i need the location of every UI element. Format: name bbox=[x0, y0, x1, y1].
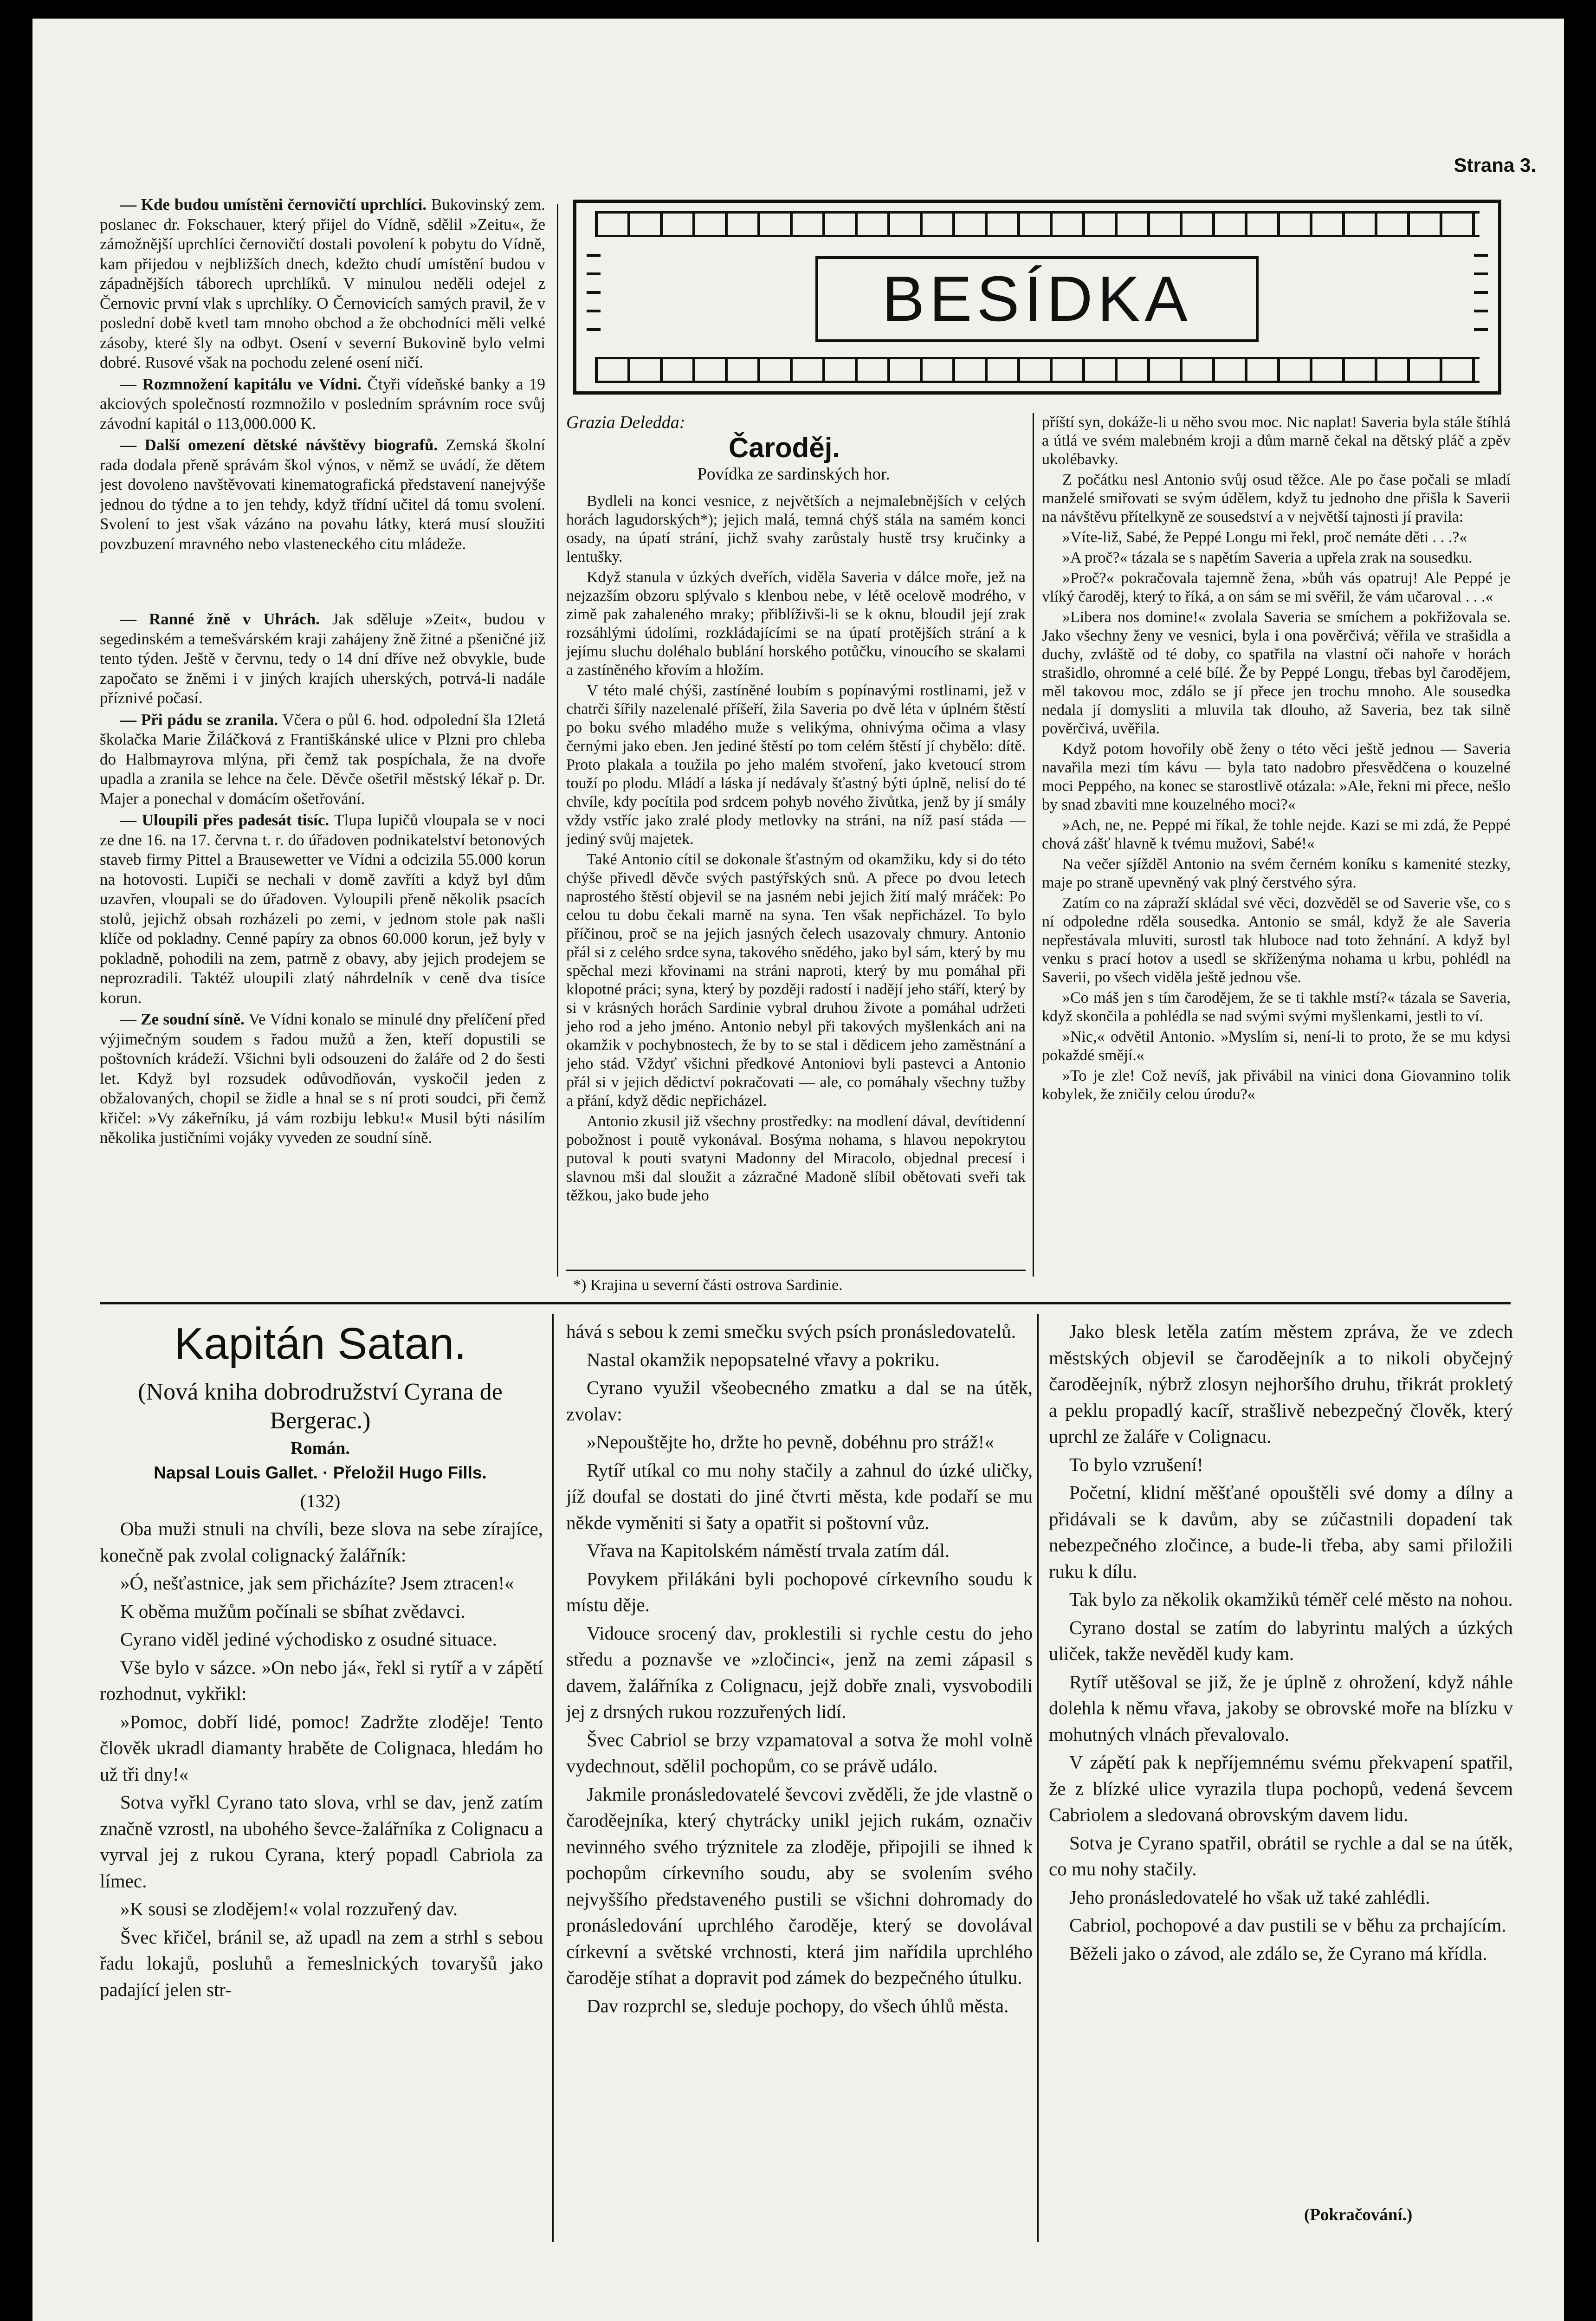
story-column-2 bbox=[1042, 413, 1511, 1290]
serial-kind: Román. bbox=[291, 1439, 350, 1458]
ornament-side-right bbox=[1474, 254, 1488, 340]
story-paragraph: Když stanula v úzkých dveřích, viděla Saveria v dálce moře, jež na nejzazším obzoru splývalo s klenbou nebe, v létě ocelově modrého, v zimě pak zahaleného mraky; přiblíživši-li se k oknu, bloudil její zrak rozsáhlými údolími, rozkládajícími se na úpatí protějších strání a k jejímu sluchu doléhalo bublání horského potůčku, vinoucího se skalami a zastíněného křovím a hložím. bbox=[566, 569, 1026, 679]
column-rule bbox=[557, 204, 558, 1277]
serial-paragraph: To bylo vzrušení! bbox=[1069, 1453, 1203, 1475]
serial-paragraph: V zápětí pak k nepříjemnému svému překvapení spatřil, že z blízké ulice vyrazila tlupa pochopů, vedená ševcem Cabriolem a sledovaná obrovským davem lidu. bbox=[1049, 1751, 1513, 1825]
story-paragraph: »To je zle! Což nevíš, jak přivábil na vinici dona Giovannino tolik kobylek, že zničily celou úrodu?« bbox=[1042, 1067, 1511, 1103]
story-paragraph: Bydleli na konci vesnice, z největších a nejmalebnějších v celých horách lagudorských*); jejich malá, temná chýš stála na samém konci osady, na úpatí strání, jichž svahy zarůstaly hustě trsy kručinky a lentušky. bbox=[566, 493, 1026, 565]
continued-note: (Pokračování.) bbox=[1304, 2205, 1413, 2224]
serial-column-2 bbox=[566, 1318, 1033, 2240]
serial-paragraph: Vše bylo v sázce. »On nebo já«, řekl si rytíř a v zápětí rozhodnut, vykřikl: bbox=[100, 1656, 543, 1704]
column-rule bbox=[1037, 1314, 1039, 2242]
story-paragraph: »A proč?« tázala se s napětím Saveria a upřela zrak na sousedku. bbox=[1062, 549, 1473, 566]
serial-paragraph: Povykem přilákáni byli pochopové církevního soudu k místu děje. bbox=[566, 1568, 1033, 1615]
story-paragraph: »Víte-liž, Sabé, že Peppé Longu mi řekl, proč nemáte děti . . .?« bbox=[1062, 529, 1467, 546]
story-paragraph: Antonio zkusil již všechny prostředky: na modlení dával, devítidenní pobožnost i poutě vykonával. Bosýma nohama, s hlavou nepokrytou putoval k pouti svatyni Madonny del Miracolo, objednal precesí i slavnou mši dal sloužit a zázračné Madoně slíbil obětovati sveři tak těžkou, jako bude jeho bbox=[566, 1113, 1026, 1204]
ornament-side-left bbox=[587, 254, 601, 340]
newspaper-page bbox=[32, 19, 1564, 2321]
news-item-4: — Ranné žně v Uhrách. Jak sděluje »Zeit«, budou v segedinském a temešvárském kraji zahájeny žně žitné a pšeničné již tento týden. Ještě v červnu, tedy o 14 dní dříve než obvykle, bude započato se žněmi i v jiných krajích uherských, potrvá-li nadále příznivé počasí. bbox=[100, 610, 545, 707]
news-item-1: — Kde budou umístěni černovičtí uprchlíci. Bukovinský zem. poslanec dr. Fokschauer, který přijel do Vídně, sdělil »Zeitu«, že zámožnější uprchlíci černovičtí dostali povolení k pobytu do Vídně, kam přijedou v nejbližších dnech, kdežto chudí umístění budou v západnějších táborech uprchlíků. V minulou neděli odejel z Černovic první vlak s uprchlíky. O Černovicích samých pravil, že v poslední době kvetl tam mnoho obchod a že obchodníci měli velké zásoby, které šly na odbyt. Osení v severní Bukovině bylo velmi dobré. Rusové však na pochodu zelené osení ničí. bbox=[100, 195, 545, 371]
news-item-7: — Ze soudní síně. Ve Vídni konalo se minulé dny přelíčení před výjimečným soudem s řadou mužů a žen, kteří dopustili se poštovních krádeží. Všichni byli odsouzeni do žaláře od 2 do šesti let. Když byl rozsudek odůvodňován, vyskočil jeden z obžalovaných, chopil se židle a hnal se s ní proti soudci, při čemž křičel: »Vy zákeřníku, já vám rozbiju lebku!« Musil býti násilím několika justičními vojáky vyveden ze soudní síně. bbox=[100, 1010, 545, 1147]
story-paragraph: »Ach, ne, ne. Peppé mi říkal, že tohle nejde. Kazi se mi zdá, že Peppé chová zášť hlavně k tvému mužovi, Sabé!« bbox=[1042, 817, 1511, 852]
story-paragraph: příští syn, dokáže-li u něho svou moc. Nic naplat! Saveria byla stále štíhlá a útlá ve svém malebném kroji a dům marně čekal na dětský pláč a zpěv ukolébavky. bbox=[1042, 414, 1511, 468]
story-paragraph: »Co máš jen s tím čarodějem, že se ti takhle mstí?« tázala se Saveria, když skončila a pohlédla se nad svými svými myšlenkami, jestli to ví. bbox=[1042, 989, 1511, 1025]
serial-paragraph: Cyrano viděl jediné východisko z osudné situace. bbox=[120, 1628, 497, 1650]
serial-paragraph: Dav rozprchl se, sleduje pochopy, do všech úhlů města. bbox=[587, 1995, 1009, 2016]
besidka-title-box bbox=[815, 256, 1259, 342]
serial-paragraph: Švec Cabriol se brzy vzpamatoval a sotva že mohl volně vydechnout, sdělil pochopům, co se právě událo. bbox=[566, 1729, 1033, 1776]
footnote-rule bbox=[566, 1270, 1026, 1271]
serial-paragraph: Sotva vyřkl Cyrano tato slova, vrhl se dav, jenž zatím značně vzrostl, na ubohého ševce-žalářníka z Colignacu a vyrval jej z rukou Cyrana, který popadl Cabriola za límec. bbox=[100, 1791, 543, 1892]
story-column-1 bbox=[566, 492, 1026, 1263]
news-item-6: — Uloupili přes padesát tisíc. Tlupa lupičů vloupala se v noci ze dne 16. na 17. června t. r. do úřadoven podnikatelství betonových staveb firmy Pittel a Brausewetter ve Vídni a odcizila 55.000 korun na hotovosti. Lupiči se nechali v domě zavříti a když byl dům uzavřen, vloupali se do úřadoven. Vyloupili přeně několik psacích stolů, jejichž obsah rozházeli po zemi, v jednom stole pak našli klíče od pokladny. Cenné papíry za obnos 60.000 korun, jež byly v pokladně, pohodili na zem, patrně z obavy, aby jejich prodejem se neprozradili. Taktéž uloupili zlatý náhrdelník v ceně dva tisíce korun. bbox=[100, 811, 545, 1007]
story-paragraph: Na večer sjížděl Antonio na svém černém koníku s kamenité stezky, maje po straně upevněný vak plný čerstvého sýra. bbox=[1042, 856, 1511, 891]
story-paragraph: »Proč?« pokračovala tajemně žena, »bůh vás opatruj! Ale Peppé je vlíký čaroděj, který to říká, a on sám se mi svěřil, že vám učaroval . . .« bbox=[1042, 570, 1511, 605]
serial-title: Kapitán Satan. bbox=[174, 1319, 466, 1368]
serial-paragraph: Běželi jako o závod, ale zdálo se, že Cyrano má křídla. bbox=[1069, 1942, 1487, 1964]
serial-paragraph: Vidouce srocený dav, proklestili si rychle cestu do jeho středu a poznavše ve »zločinci«, jenž na zemi zápasil s davem, žalářníka z Colignacu, jejž dobře znali, vysvobodili jej z drsných rukou rozzuřených lidí. bbox=[566, 1622, 1033, 1722]
besidka-title: BESÍDKA bbox=[882, 263, 1192, 335]
serial-paragraph: Cyrano dostal se zatím do labyrintu malých a úzkých uliček, takže nevěděl kudy kam. bbox=[1049, 1616, 1513, 1664]
serial-paragraph: Početní, klidní měšťané opouštěli své domy a dílny a přidávali se k davům, aby se zúčastnili dopadení tak nebezpečného zločince, a bude-li třeba, aby sami přiložili ruku k dílu. bbox=[1049, 1482, 1513, 1582]
serial-paragraph: Jeho pronásledovatelé ho však už také zahlédli. bbox=[1069, 1886, 1430, 1908]
story-paragraph: »Libera nos domine!« zvolala Saveria se smíchem a pokřižovala se. Jako všechny ženy ve vesnici, byla i ona pověrčivá; věřila ve strašidla a duchy, zvláště od té doby, co spatřila na vlastní oči nahoře v horách strašidlo, ohromné a celé bílé. Že by Peppé Longu, třebas byl čarodějem, měl takovou moc, zdálo se jí přece jen trochu mnoho. Ale sousedka nedala jí domysliti a mluvila tak dlouho, až Saveria, bez tak silně pověrčivá, uvěřila. bbox=[1042, 609, 1511, 737]
serial-paragraph: Rytíř utěšoval se již, že je úplně z ohrožení, když náhle dolehla k němu vřava, jakoby se obrovské moře na blízku v mohutných vlnách převalovalo. bbox=[1049, 1671, 1513, 1745]
serial-number: (132) bbox=[300, 1491, 341, 1511]
story-paragraph: V této malé chýši, zastíněné loubím s popínavými rostlinami, jež v chatrči šířily nazelenalé příšeří, žila Saveria po dvě léta v úplném štěstí po boku svého mladého muže s velikýma, ohnivýma očima a vlasy černými jako eben. Jen jediné štěstí po tom celém štěstí jí chybělo: dítě. Proto plakala a toužila po jeho malém stvoření, jako kvetoucí strom touží po plodu. Mládí a láska jí nedávaly šťastný býti úplně, nelisí do té chvíle, kdy pocítila pod srdcem pohyb nového živůtka, jenž by jí smály vždy vstříc jako zralé plody metlovky na stráni, na níž pasí stáda — jediný svůj majetek. bbox=[566, 682, 1026, 848]
serial-paragraph: »Ó, nešťastnice, jak sem přicházíte? Jsem ztracen!« bbox=[120, 1572, 514, 1594]
serial-paragraph: Tak bylo za několik okamžiků téměř celé město na nohou. bbox=[1069, 1588, 1513, 1610]
story-paragraph: Také Antonio cítil se dokonale šťastným od okamžiku, kdy si do této chýše přivedl děvče svých pastýřských snů. A přece po dvou letech naprostého štěstí objevil se na jasném nebi jejich žití malý mráček: Po celou tu dobu čekali marně na syna. Ten však nepřicházel. To bylo příčinou, proč se na jejich jasných čelech usazovaly chmury. Antonio přál si z celého srdce syna, takového snědého, jako byl sám, který by mu spěchal mezi křovinami na stráni naproti, který by mu pomáhal při klopotné práci; syna, který by později radostí i nadějí jeho stáří, který by si v krásných horách Sardinie vybral druhou živote a pomáhal udržeti jeho rod a jeho jméno. Antonio nebyl při takových myšlenkách ani na okamžik v pochybnostech, že by to se stal i dědicem jeho zaměstnání a jeho stád. Vždyť všichni předkové Antoniovi byli pastevci a Antonio přál si v jejich dědictví pokračovati — ale, co pomáhaly všechny tužby a přání, když dědic nepřicházel. bbox=[566, 851, 1026, 1109]
story-footnote: *) Krajina u severní části ostrova Sardinie. bbox=[573, 1277, 843, 1294]
serial-column-3 bbox=[1049, 1318, 1513, 2198]
ornament-band-bottom bbox=[595, 357, 1480, 383]
ornament-band-top bbox=[595, 211, 1480, 237]
story-paragraph: Z počátku nesl Antonio svůj osud těžce. Ale po čase počali se mladí manželé smiřovati se svým údělem, když tu jednoho dne přišla k Saverii na návštěvu přítelkyně ze sousedství a v největší tajnosti jí pravila: bbox=[1042, 471, 1511, 525]
section-divider bbox=[100, 1302, 1511, 1304]
serial-paragraph: Oba muži stnuli na chvíli, beze slova na sebe zírajíce, konečně pak zvolal colignacký žalářník: bbox=[100, 1518, 543, 1566]
serial-column-1 bbox=[100, 1516, 543, 2240]
serial-paragraph: Nastal okamžik nepopsatelné vřavy a pokriku. bbox=[587, 1349, 940, 1370]
serial-paragraph: Jako blesk letěla zatím městem zpráva, že ve zdech městských objevil se čaroděejník a to nikoli obyčejný čaroděejník, nýbrž zlosyn nejhoršího druhu, třikrát prokletý a peklu propadlý kacíř, strašlivě nebezpečný člověk, který uprchl ze žaláře v Colignacu. bbox=[1049, 1321, 1513, 1447]
serial-paragraph: »K sousi se zlodějem!« volal rozzuřený dav. bbox=[120, 1898, 458, 1919]
serial-paragraph: Jakmile pronásledovatelé ševcovi zvěděli, že jde vlastně o čaroděejníka, který chytrácky unikl jejich rukám, označiv nevinného svého trýznitele za zloděje, připojili se ihned k pochopům církevního soudu, aby se svolením svého nejvyššího představeného pustili se všichni dohromady do pronásledování uprchlého čaroděje, který se dovolával církevní a světské vrchnosti, která jim nařídila uprchlého čaroděje stíhat a dopravit pod zámek do bezpečného útulku. bbox=[566, 1783, 1033, 1988]
besidka-banner bbox=[573, 200, 1501, 395]
news-item-5: — Při pádu se zranila. Včera o půl 6. hod. odpolední šla 12letá školačka Marie Žiláčková z Františkánské ulice v Plzni pro chleba do Halbmayrova mlýna, při čemž tak pospíchala, že na dvoře upadla a zranila se lehce na čele. Děvče ošetřil městský lékař p. Dr. Majer a ponechal v domácím ošetřování. bbox=[100, 710, 545, 808]
serial-paragraph: Švec křičel, bránil se, až upadl na zem a strhl s sebou řadu lokajů, posluhů a řemeslnických tovaryšů jako padající jelen str- bbox=[100, 1926, 543, 2000]
serial-paragraph: Cabriol, pochopové a dav pustili se v běhu za prchajícím. bbox=[1069, 1914, 1506, 1936]
serial-paragraph: Sotva je Cyrano spatřil, obrátil se rychle a dal se na útěk, co mu nohy stačily. bbox=[1049, 1832, 1513, 1880]
column-rule bbox=[552, 1314, 554, 2242]
serial-paragraph: Cyrano využil všeobecného zmatku a dal se na útěk, zvolav: bbox=[566, 1377, 1033, 1425]
story-subtitle: Povídka ze sardinských hor. bbox=[697, 465, 890, 484]
story-paragraph: Když potom hovořily obě ženy o této věci ještě jednou — Saveria navařila mezi tím kávu — byla tato nadobro přesvědčena o kouzelné moci Peppého, na konec se starostlivě otázala: »Ale, řekni mi přece, nešlo by snad zbaviti mne kouzelného moci?« bbox=[1042, 740, 1511, 813]
story-author: Grazia Deledda: bbox=[566, 413, 685, 432]
serial-paragraph: »Pomoc, dobří lidé, pomoc! Zadržte zloděje! Tento člověk ukradl diamanty hraběte de Colignaca, hledám ho už tři dny!« bbox=[100, 1711, 543, 1785]
news-item-3: — Další omezení dětské návštěvy biografů. Zemská školní rada dodala přeně správám škol výnos, v němž se uvádí, že dětem jest dovoleno navštěvovati kinematografická představení nanejvýše jednou do týdne a to jen tehdy, když třídní učitel dá tomu svolení. Svolení to jest však vázáno na povahu látky, která musí sloužiti povzbuzení mravného nebo vlasteneckého citu mládeže. bbox=[100, 436, 545, 553]
page-number: Strana 3. bbox=[1454, 154, 1536, 176]
serial-byline: Napsal Louis Gallet. · Přeložil Hugo Fills. bbox=[154, 1463, 487, 1482]
serial-paragraph: Vřava na Kapitolském náměstí trvala zatím dál. bbox=[587, 1540, 950, 1561]
serial-paragraph: Rytíř utíkal co mu nohy stačily a zahnul do úzké uličky, jíž doufal se dostati do jiné čtvrti města, kde podaří se mu někde vyměniti si šaty a opatřit si poštovní vůz. bbox=[566, 1459, 1033, 1533]
column-rule bbox=[1033, 413, 1034, 1277]
story-paragraph: Zatím co na zápraží skládal své věci, dozvěděl se od Saverie vše, co s ní odpoledne rděla sousedka. Antonio se smál, když že ale Saveria nepřestávala mluviti, surostl tak hluboce nad toto žehnání. A když byl venku s prací hotov a usedl se skříženýma nohama u krbu, pohlédl na Saverii, po všech viděla ještě jednou vše. bbox=[1042, 895, 1511, 986]
serial-paragraph: hává s sebou k zemi smečku svých psích pronásledovatelů. bbox=[566, 1321, 1016, 1342]
serial-paragraph: K oběma mužům počínali se sbíhat zvědavci. bbox=[120, 1600, 465, 1622]
serial-paragraph: »Nepouštějte ho, držte ho pevně, dobéhnu pro stráž!« bbox=[587, 1431, 994, 1452]
serial-subtitle: (Nová kniha dobrodružství Cyrana de Bergerac.) bbox=[138, 1379, 503, 1434]
news-column bbox=[100, 195, 545, 1263]
news-item-2: — Rozmnožení kapitálu ve Vídni. Čtyři vídeňské banky a 19 akciových společností rozmnožilo v posledním správním roce svůj závodní kapitál o 113,000.000 K. bbox=[100, 375, 545, 433]
story-paragraph: »Nic,« odvětil Antonio. »Myslím si, není-li to proto, že se mu kdysi pokaždé smějí.« bbox=[1042, 1028, 1511, 1064]
story-title: Čaroděj. bbox=[728, 432, 840, 463]
